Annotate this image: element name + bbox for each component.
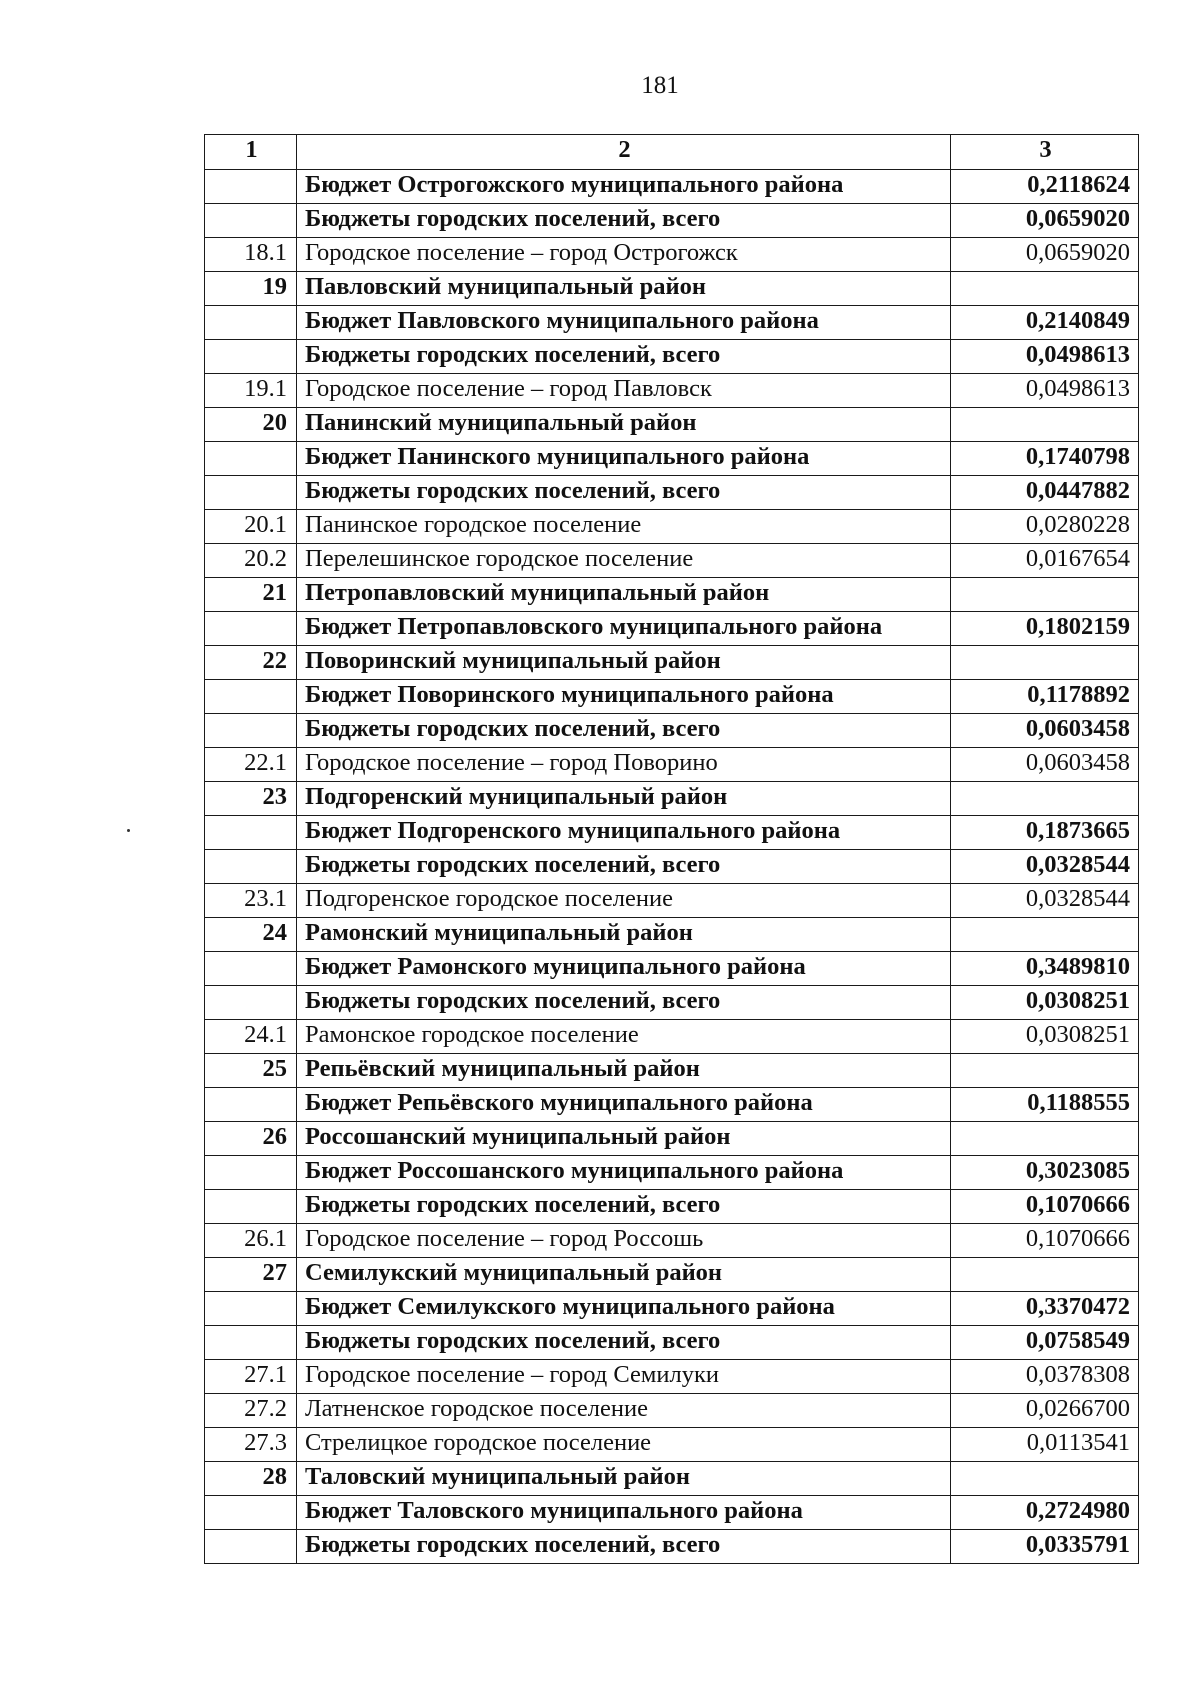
table-row bbox=[205, 408, 1139, 442]
row-value-cell bbox=[951, 646, 1139, 680]
table-row bbox=[205, 884, 1139, 918]
row-number-cell: 24 bbox=[205, 918, 297, 952]
row-name-cell: Подгоренский муниципальный район bbox=[297, 782, 951, 816]
row-value-cell: 0,0266700 bbox=[951, 1394, 1139, 1428]
row-name-cell: Городское поселение – город Павловск bbox=[297, 374, 951, 408]
table-row bbox=[205, 544, 1139, 578]
column-header-value: 3 bbox=[951, 135, 1139, 170]
row-name-cell: Городское поселение – город Россошь bbox=[297, 1224, 951, 1258]
row-value-cell: 0,0498613 bbox=[951, 340, 1139, 374]
table-row bbox=[205, 442, 1139, 476]
row-value-cell: 0,1740798 bbox=[951, 442, 1139, 476]
table-row bbox=[205, 1360, 1139, 1394]
row-number-cell: 20.1 bbox=[205, 510, 297, 544]
row-number-cell: 26 bbox=[205, 1122, 297, 1156]
table-row bbox=[205, 952, 1139, 986]
row-name-cell: Бюджеты городских поселений, всего bbox=[297, 1530, 951, 1564]
row-name-cell: Городское поселение – город Семилуки bbox=[297, 1360, 951, 1394]
table-row bbox=[205, 918, 1139, 952]
row-number-cell: 20 bbox=[205, 408, 297, 442]
scan-speck bbox=[127, 829, 130, 832]
row-number-cell bbox=[205, 1190, 297, 1224]
row-number-cell: 19 bbox=[205, 272, 297, 306]
table-row bbox=[205, 340, 1139, 374]
row-name-cell: Бюджеты городских поселений, всего bbox=[297, 1190, 951, 1224]
row-name-cell: Бюджет Репьёвского муниципального района bbox=[297, 1088, 951, 1122]
row-value-cell: 0,1070666 bbox=[951, 1190, 1139, 1224]
row-number-cell: 26.1 bbox=[205, 1224, 297, 1258]
row-number-cell: 27.2 bbox=[205, 1394, 297, 1428]
row-name-cell: Рамонское городское поселение bbox=[297, 1020, 951, 1054]
row-value-cell bbox=[951, 1054, 1139, 1088]
row-value-cell: 0,0328544 bbox=[951, 884, 1139, 918]
row-number-cell: 21 bbox=[205, 578, 297, 612]
row-number-cell: 22.1 bbox=[205, 748, 297, 782]
row-value-cell: 0,0659020 bbox=[951, 204, 1139, 238]
row-number-cell bbox=[205, 952, 297, 986]
row-value-cell: 0,1070666 bbox=[951, 1224, 1139, 1258]
row-name-cell: Бюджеты городских поселений, всего bbox=[297, 1326, 951, 1360]
row-value-cell: 0,0328544 bbox=[951, 850, 1139, 884]
row-name-cell: Бюджет Рамонского муниципального района bbox=[297, 952, 951, 986]
row-value-cell: 0,1178892 bbox=[951, 680, 1139, 714]
row-name-cell: Павловский муниципальный район bbox=[297, 272, 951, 306]
row-name-cell: Таловский муниципальный район bbox=[297, 1462, 951, 1496]
row-value-cell bbox=[951, 578, 1139, 612]
row-value-cell: 0,0603458 bbox=[951, 748, 1139, 782]
table-row bbox=[205, 816, 1139, 850]
column-header-name: 2 bbox=[297, 135, 951, 170]
table-row bbox=[205, 306, 1139, 340]
row-value-cell: 0,0758549 bbox=[951, 1326, 1139, 1360]
row-name-cell: Бюджеты городских поселений, всего bbox=[297, 986, 951, 1020]
row-value-cell: 0,0447882 bbox=[951, 476, 1139, 510]
row-value-cell: 0,1873665 bbox=[951, 816, 1139, 850]
row-number-cell bbox=[205, 1292, 297, 1326]
table-row bbox=[205, 1496, 1139, 1530]
table-row bbox=[205, 850, 1139, 884]
row-value-cell: 0,0308251 bbox=[951, 1020, 1139, 1054]
table-row bbox=[205, 510, 1139, 544]
table-row bbox=[205, 1122, 1139, 1156]
row-number-cell bbox=[205, 1496, 297, 1530]
table-row bbox=[205, 1326, 1139, 1360]
row-number-cell bbox=[205, 204, 297, 238]
row-number-cell bbox=[205, 1326, 297, 1360]
row-name-cell: Бюджет Острогожского муниципального района bbox=[297, 170, 951, 204]
row-value-cell bbox=[951, 782, 1139, 816]
table-row bbox=[205, 1224, 1139, 1258]
row-name-cell: Бюджет Россошанского муниципального района bbox=[297, 1156, 951, 1190]
table-row bbox=[205, 1462, 1139, 1496]
row-name-cell: Городское поселение – город Острогожск bbox=[297, 238, 951, 272]
row-value-cell: 0,3489810 bbox=[951, 952, 1139, 986]
table-row bbox=[205, 748, 1139, 782]
row-value-cell bbox=[951, 272, 1139, 306]
row-value-cell: 0,1188555 bbox=[951, 1088, 1139, 1122]
row-name-cell: Бюджет Петропавловского муниципального района bbox=[297, 612, 951, 646]
row-number-cell: 19.1 bbox=[205, 374, 297, 408]
row-name-cell: Панинское городское поселение bbox=[297, 510, 951, 544]
table-row bbox=[205, 1020, 1139, 1054]
row-value-cell: 0,0113541 bbox=[951, 1428, 1139, 1462]
row-value-cell: 0,3370472 bbox=[951, 1292, 1139, 1326]
row-name-cell: Стрелицкое городское поселение bbox=[297, 1428, 951, 1462]
row-name-cell: Семилукский муниципальный район bbox=[297, 1258, 951, 1292]
table-row bbox=[205, 170, 1139, 204]
row-name-cell: Россошанский муниципальный район bbox=[297, 1122, 951, 1156]
row-number-cell: 28 bbox=[205, 1462, 297, 1496]
table-row bbox=[205, 714, 1139, 748]
table-row bbox=[205, 1394, 1139, 1428]
row-value-cell bbox=[951, 1258, 1139, 1292]
row-value-cell bbox=[951, 408, 1139, 442]
row-number-cell bbox=[205, 612, 297, 646]
row-value-cell: 0,3023085 bbox=[951, 1156, 1139, 1190]
row-value-cell: 0,0280228 bbox=[951, 510, 1139, 544]
table-row bbox=[205, 578, 1139, 612]
row-name-cell: Перелешинское городское поселение bbox=[297, 544, 951, 578]
row-name-cell: Бюджеты городских поселений, всего bbox=[297, 476, 951, 510]
row-number-cell bbox=[205, 1156, 297, 1190]
row-name-cell: Бюджет Таловского муниципального района bbox=[297, 1496, 951, 1530]
row-value-cell: 0,2118624 bbox=[951, 170, 1139, 204]
row-name-cell: Бюджет Семилукского муниципального района bbox=[297, 1292, 951, 1326]
row-number-cell: 23 bbox=[205, 782, 297, 816]
row-value-cell: 0,0378308 bbox=[951, 1360, 1139, 1394]
row-value-cell: 0,0603458 bbox=[951, 714, 1139, 748]
row-value-cell bbox=[951, 1462, 1139, 1496]
row-value-cell: 0,0167654 bbox=[951, 544, 1139, 578]
row-number-cell: 27.1 bbox=[205, 1360, 297, 1394]
table-header-row bbox=[205, 135, 1139, 170]
row-number-cell bbox=[205, 306, 297, 340]
row-name-cell: Бюджеты городских поселений, всего bbox=[297, 850, 951, 884]
row-name-cell: Поворинский муниципальный район bbox=[297, 646, 951, 680]
row-name-cell: Бюджеты городских поселений, всего bbox=[297, 204, 951, 238]
row-number-cell bbox=[205, 1088, 297, 1122]
row-value-cell: 0,0335791 bbox=[951, 1530, 1139, 1564]
budget-share-table bbox=[204, 134, 1139, 1564]
row-name-cell: Бюджет Панинского муниципального района bbox=[297, 442, 951, 476]
table-row bbox=[205, 1190, 1139, 1224]
table-row bbox=[205, 986, 1139, 1020]
row-number-cell: 23.1 bbox=[205, 884, 297, 918]
table-row bbox=[205, 1088, 1139, 1122]
table-row bbox=[205, 476, 1139, 510]
row-value-cell: 0,2724980 bbox=[951, 1496, 1139, 1530]
table-row bbox=[205, 1156, 1139, 1190]
table-row bbox=[205, 1054, 1139, 1088]
row-number-cell: 27.3 bbox=[205, 1428, 297, 1462]
table-row bbox=[205, 1292, 1139, 1326]
row-name-cell: Бюджет Поворинского муниципального района bbox=[297, 680, 951, 714]
table-row bbox=[205, 1428, 1139, 1462]
row-name-cell: Панинский муниципальный район bbox=[297, 408, 951, 442]
row-number-cell: 18.1 bbox=[205, 238, 297, 272]
row-number-cell bbox=[205, 170, 297, 204]
row-name-cell: Бюджеты городских поселений, всего bbox=[297, 714, 951, 748]
table-row bbox=[205, 646, 1139, 680]
row-number-cell bbox=[205, 816, 297, 850]
row-value-cell: 0,2140849 bbox=[951, 306, 1139, 340]
table-row bbox=[205, 782, 1139, 816]
table-row bbox=[205, 374, 1139, 408]
row-name-cell: Рамонский муниципальный район bbox=[297, 918, 951, 952]
column-header-number: 1 bbox=[205, 135, 297, 170]
row-name-cell: Латненское городское поселение bbox=[297, 1394, 951, 1428]
row-number-cell bbox=[205, 476, 297, 510]
row-value-cell: 0,0498613 bbox=[951, 374, 1139, 408]
row-number-cell bbox=[205, 986, 297, 1020]
row-value-cell bbox=[951, 918, 1139, 952]
row-value-cell: 0,0308251 bbox=[951, 986, 1139, 1020]
row-name-cell: Бюджеты городских поселений, всего bbox=[297, 340, 951, 374]
row-number-cell bbox=[205, 442, 297, 476]
row-number-cell bbox=[205, 1530, 297, 1564]
table-row bbox=[205, 272, 1139, 306]
row-value-cell: 0,0659020 bbox=[951, 238, 1139, 272]
page-number: 181 bbox=[641, 72, 679, 99]
row-number-cell bbox=[205, 340, 297, 374]
table-row bbox=[205, 1258, 1139, 1292]
table-row bbox=[205, 612, 1139, 646]
table-row bbox=[205, 1530, 1139, 1564]
row-number-cell: 25 bbox=[205, 1054, 297, 1088]
row-number-cell: 27 bbox=[205, 1258, 297, 1292]
row-name-cell: Бюджет Павловского муниципального района bbox=[297, 306, 951, 340]
row-number-cell: 20.2 bbox=[205, 544, 297, 578]
row-name-cell: Городское поселение – город Поворино bbox=[297, 748, 951, 782]
row-number-cell bbox=[205, 850, 297, 884]
row-number-cell: 22 bbox=[205, 646, 297, 680]
row-value-cell bbox=[951, 1122, 1139, 1156]
row-number-cell: 24.1 bbox=[205, 1020, 297, 1054]
row-number-cell bbox=[205, 680, 297, 714]
table-row bbox=[205, 204, 1139, 238]
row-name-cell: Подгоренское городское поселение bbox=[297, 884, 951, 918]
table-body bbox=[205, 170, 1139, 1564]
row-name-cell: Репьёвский муниципальный район bbox=[297, 1054, 951, 1088]
row-name-cell: Петропавловский муниципальный район bbox=[297, 578, 951, 612]
table-row bbox=[205, 238, 1139, 272]
table-row bbox=[205, 680, 1139, 714]
row-value-cell: 0,1802159 bbox=[951, 612, 1139, 646]
row-number-cell bbox=[205, 714, 297, 748]
row-name-cell: Бюджет Подгоренского муниципального района bbox=[297, 816, 951, 850]
